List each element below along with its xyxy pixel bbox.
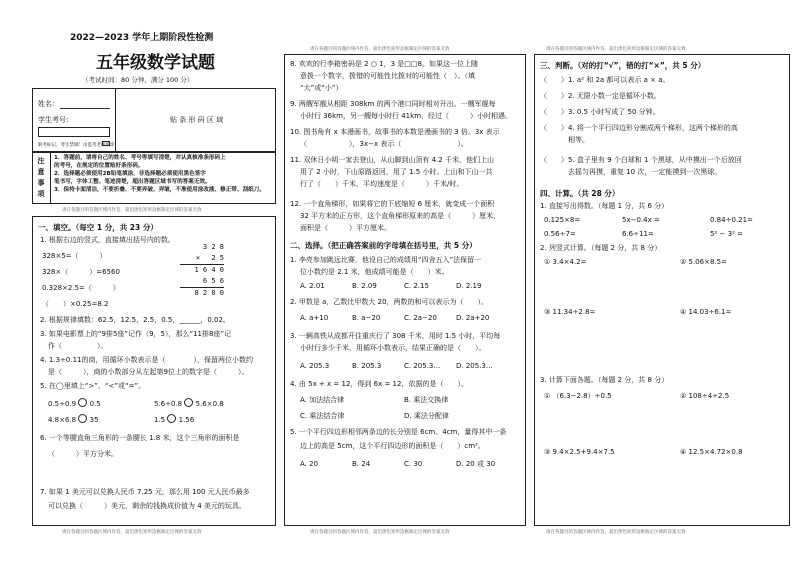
judge-item-3: （ ）3. 0.5 小时写成了 50 分钟。 <box>540 108 660 116</box>
part2-q5-line1: 5. 一个平行四边形相邻两条边的长分别是 6cm、4cm，量得其中一条 <box>290 428 507 436</box>
part2-title: 二、选择。（把正确答案前的字母填在括号里，共 5 分） <box>290 241 477 250</box>
calc-section-2: 2. 列竖式计算。（每题 2 分，共 8 分） <box>540 244 662 252</box>
notice-title-2: 意 <box>37 168 45 176</box>
calc-direct-5: 6.6÷11= <box>622 230 654 238</box>
calc-section-3: 3. 计算下面各题。（每题 2 分，共 8 分） <box>540 376 669 384</box>
calc-direct-2: 5x−0.4x = <box>622 216 660 224</box>
part1-q9-line2: 小时行 36km，另一艘每小时行 41km，经过（ ）小时相遇。 <box>300 112 513 120</box>
part1-q3-line2: 作（ ）。 <box>48 342 108 350</box>
exam-year-title: 2022—2023 学年上期阶段性检测 <box>70 33 214 43</box>
judge-item-4-cont: 相等。 <box>540 136 589 144</box>
part2-q5-opt-d[interactable]: D. 20 或 30 <box>456 460 496 468</box>
part1-q6-line2: （ ）平方分米。 <box>48 450 118 458</box>
calc-expr-3: ③ 9.4×2.5+9.4×7.5 <box>544 448 615 456</box>
column-right <box>530 0 794 562</box>
compare-right-2: 5.6×0.8 <box>195 400 224 408</box>
part2-q2-opt-b[interactable]: B. a−20 <box>352 314 381 322</box>
notice-title-3: 事 <box>37 179 45 187</box>
part2-q1-opt-c[interactable]: C. 2.15 <box>404 282 429 290</box>
part2-q5-opt-b[interactable]: B. 24 <box>352 460 371 468</box>
part1-q4-line2: 是（ ），商的小数部分从左起第9位上的数字是（ ）。 <box>48 368 249 376</box>
calc-vertical-3: ③ 11.34÷2.8= <box>544 308 596 316</box>
part2-q5-opt-c[interactable]: C. 30 <box>404 460 423 468</box>
part2-q1-opt-a[interactable]: A. 2.01 <box>300 282 325 290</box>
compare-item-1 <box>48 398 101 409</box>
column-left <box>0 0 278 562</box>
part1-q4-line1: 4. 1.3÷0.11的商，用循环小数表示是（ ），保留两位小数约 <box>40 356 253 364</box>
judge-item-2: （ ）2. 无限小数一定是循环小数。 <box>540 92 661 100</box>
calc-vertical-4: ④ 14.03÷6.1= <box>680 308 732 316</box>
part1-q1: 1. 根据右边的竖式，直接填出括号内的数。 <box>40 236 175 244</box>
notice-title-1: 注 <box>37 157 45 165</box>
part2-q2-opt-a[interactable]: A. a+10 <box>300 314 329 322</box>
exam-title: 五年级数学试题 <box>96 53 215 73</box>
part2-q4-opt-c[interactable]: C. 乘法结合律 <box>300 412 345 420</box>
judge-item-4: （ ）4. 将一个平行四边形分割成两个梯形，这两个梯形的高 <box>540 124 738 132</box>
calc-direct-3: 0.84÷0.21= <box>710 216 753 224</box>
calc-direct-4: 0.56÷7= <box>544 230 576 238</box>
notice-line-4: 笔书写，字体工整、笔迹清楚，超出答题区域书写的答案无效。 <box>54 179 211 185</box>
calc-vertical-1: ① 3.4×4.2= <box>544 258 587 266</box>
part1-q12-line3: 面积是（ ）平方厘米。 <box>300 224 391 232</box>
part2-q5-line2: 边上的高是 5cm，这个平行四边形的面积是（ ）cm²。 <box>300 442 485 450</box>
margin-note-right-top: 请在各题目的答题区域内作答，超出黑色矩形边框限定区域的答案无效 <box>546 47 686 52</box>
absent-checkbox[interactable] <box>102 141 110 146</box>
part2-q4-opt-a[interactable]: A. 加法结合律 <box>300 396 345 404</box>
part1-q1-c: 0.328×2.5=（ ） <box>42 284 120 292</box>
part2-q3-line1: 3. 一辆高铁从成都开往重庆行了 308 千米，用时 1.5 小时，平均每 <box>290 332 501 340</box>
part2-q3-opt-a[interactable]: A. 205.3 <box>300 362 330 370</box>
calc-expr-1: ① （6.3−2.8）÷0.5 <box>544 392 612 400</box>
part4-title: 四、计算。（共 28 分） <box>540 189 620 198</box>
vertical-row-2: × 2 5 <box>195 254 224 262</box>
part2-q1-line2: 位小数约是 2.1 米，他成绩可能是（ ）米。 <box>300 268 449 276</box>
part1-q5: 5. 在◯里填上“>”、“<”或“=”。 <box>40 382 146 390</box>
part1-q2: 2. 根据规律填数：62.5，12.5，2.5，0.5，______，0.02。 <box>40 316 230 324</box>
margin-note-right-bottom: 请在各题目的答题区域内作答，超出黑色矩形边框限定区域的答案无效 <box>546 530 686 535</box>
part1-q6-line1: 6. 一个等腰直角三角形的一条腰长 1.8 米，这个三角形的面积是 <box>40 434 240 442</box>
vertical-calc <box>180 242 224 299</box>
part1-q3-line1: 3. 如果电影票上的“9排5座”记作（9，5），那么“11排8座”记 <box>40 330 232 338</box>
part2-q4-line1: 4. 由 5x + x = 12，得到 6x = 12，依据的是（ ）。 <box>290 380 468 388</box>
judge-item-5: （ ）5. 盒子里有 9 个白球和 1 个黑球，从中摸出一个后放回 <box>540 156 742 164</box>
compare-item-3 <box>48 414 99 425</box>
compare-circle-4[interactable] <box>167 414 176 423</box>
part1-q8-line2: 意拨一个数字，拨错的可能性比拨对的可能性（ ）。（填 <box>300 72 475 80</box>
exam-time-info: （考试时间：80 分钟，满分 100 分） <box>82 76 194 84</box>
calc-expr-4: ④ 12.5×4.72×0.8 <box>680 448 743 456</box>
part1-title: 一、填空。（每空 1 分，共 23 分） <box>38 223 158 232</box>
notice-divider <box>50 152 51 204</box>
calc-section-1: 1. 直接写出得数。（每题 1 分，共 6 分） <box>540 202 669 210</box>
part1-q1-d: （ ）×0.25=8.2 <box>42 300 109 308</box>
part2-q3-opt-d[interactable]: D. 205.3̇… <box>456 362 493 370</box>
part1-q7-line1: 7. 如果 1 美元可以兑换人民币 7.25 元，那么用 100 元人民币最多 <box>40 488 250 496</box>
vertical-row-5: 8 2 0 0 <box>180 287 224 299</box>
student-id-field[interactable] <box>38 127 110 137</box>
compare-circle-3[interactable] <box>78 414 87 423</box>
margin-note-left-bottom: 请在各题目的答题区域内作答，超出黑色矩形边框限定区域的答案无效 <box>62 530 202 535</box>
part2-q4-opt-d[interactable]: D. 乘法分配律 <box>404 412 449 420</box>
compare-right-1: 0.5 <box>89 400 101 408</box>
judge-item-5-cont: 去摇匀再摸，重复 10 次，一定能摸到一次黑球。 <box>540 168 722 176</box>
part1-q12-line2: 32 平方米的正方形，这个直角梯形原来的高是（ ）厘米， <box>300 212 501 220</box>
notice-title-4: 项 <box>37 190 45 198</box>
margin-note-mid-bottom: 请在各题目的答题区域内作答，超出黑色矩形边框限定区域的答案无效 <box>310 530 450 535</box>
compare-circle-1[interactable] <box>78 398 87 407</box>
compare-left-3: 4.8×6.8 <box>48 416 77 424</box>
name-label: 姓名： <box>38 100 59 108</box>
notice-line-3: 2．选择题必须使用2B铅笔填涂，非选择题必须使用黑色签字 <box>54 171 206 177</box>
notice-line-1: 1．答题前，请将自己的姓名、考号等填写清楚，并认真核准条形码上 <box>54 155 226 161</box>
part2-q2-opt-c[interactable]: C. 2a−20 <box>404 314 437 322</box>
compare-left-2: 5.6÷0.8 <box>154 400 183 408</box>
barcode-area-label: 贴 条 形 码 区 域 <box>170 116 224 124</box>
calc-expr-2: ② 108÷4÷2.5 <box>680 392 730 400</box>
compare-left-1: 0.5÷0.9 <box>48 400 77 408</box>
compare-left-4: 1.5 <box>154 416 166 424</box>
part2-q3-line2: 小时行多少千米，用循环小数表示，结果正确的是（ ）。 <box>300 344 486 352</box>
notice-line-2: 的考号，在规定的位置贴好条形码。 <box>54 163 144 169</box>
part2-q5-opt-a[interactable]: A. 20 <box>300 460 319 468</box>
calc-direct-1: 0.125×8= <box>544 216 581 224</box>
vertical-row-1: 3 2 8 <box>202 243 224 251</box>
vertical-row-3: 1 6 4 0 <box>180 264 224 276</box>
part2-q2-line1: 2. 甲数是 a，乙数比甲数大 20，两数的和可以表示为（ ）。 <box>290 298 489 306</box>
part2-q3-opt-b[interactable]: B. 205.3̇ <box>352 362 382 370</box>
vertical-row-4: 6 5 6 <box>202 277 224 285</box>
part1-q11-line2: 用了 2 小时，下山原路返回，用了 1.5 小时。上山和下山一共 <box>300 168 493 176</box>
compare-item-2 <box>154 398 224 409</box>
part2-q1-opt-d[interactable]: D. 2.19 <box>456 282 482 290</box>
part3-title: 三、判断。（对的打“√”，错的打“×”，共 5 分） <box>540 61 706 70</box>
part2-q3-opt-c[interactable]: C. 205.3… <box>404 362 441 370</box>
part2-q4-opt-b[interactable]: B. 乘法交换律 <box>404 396 449 404</box>
part1-q10-line1: 10. 图书角有 x 本漫画书，故事书的本数是漫画书的 3 倍。3x 表示 <box>290 128 500 136</box>
compare-item-4 <box>154 414 194 425</box>
compare-circle-2[interactable] <box>184 398 193 407</box>
part1-q10-line2: （ ），3x−x 表示（ ）。 <box>300 140 468 148</box>
part1-q11-line1: 11. 双休日小明一家去登山，从山脚到山顶有 4.2 千米，他们上山 <box>290 156 494 164</box>
column-middle <box>280 0 528 562</box>
compare-right-4: 1.56 <box>178 416 195 424</box>
part1-q9-line1: 9. 两艘军舰从相距 308km 的两个港口同时相对开出。一艘军舰每 <box>290 100 496 108</box>
margin-note-mid-top: 请在各题目的答题区域内作答，超出黑色矩形边框限定区域的答案无效 <box>310 47 450 52</box>
compare-right-3: 35 <box>89 416 99 424</box>
calc-vertical-2: ② 5.06×8.5= <box>680 258 727 266</box>
part1-q1-b: 328×（ ）=6560 <box>42 268 120 276</box>
info-divider <box>115 88 116 152</box>
name-field[interactable] <box>60 108 110 109</box>
margin-note-left-top: 请在各题目的答题区域内作答，超出黑色矩形边框限定区域的答案无效 <box>62 208 202 213</box>
part1-q8-line1: 8. 欢欢的行李箱密码是 2 ○ 1，3 是□□8。如果这一位上随 <box>290 60 478 68</box>
judge-item-1: （ ）1. a² 和 2a 都可以表示 a × a。 <box>540 76 670 84</box>
part1-q7-line2: 可以兑换（ ）美元，剩余的钱换成价值为 4 美元的玩具。 <box>48 502 246 510</box>
part1-q12-line1: 12. 一个直角梯形，如果将它的下底缩短 6 厘米，就变成一个面积 <box>290 200 495 208</box>
student-id-label: 学生考号： <box>38 116 73 124</box>
part2-q1-opt-b[interactable]: B. 2.09 <box>352 282 377 290</box>
part2-q2-opt-d[interactable]: D. 2a+20 <box>456 314 490 322</box>
absent-label: 缺考标记，考生禁填！由监考老师填涂 <box>38 143 115 148</box>
part1-q11-line3: 行了（ ）千米，平均速度是（ ）千米/时。 <box>300 180 464 188</box>
calc-direct-6: 5² − 3² = <box>710 230 743 238</box>
part1-q8-line3: “大”或“小”） <box>300 84 343 92</box>
notice-line-5: 3．保持卡面清洁，不要折叠、不要弄破、弄皱，不准使用涂改液、修正带、刮纸刀。 <box>54 187 265 193</box>
part1-q1-a: 328×5=（ ） <box>42 252 107 260</box>
part2-q1-line1: 1. 李亮参加跳远比赛，他设自己的成绩用“四舍五入”法保留一 <box>290 256 482 264</box>
